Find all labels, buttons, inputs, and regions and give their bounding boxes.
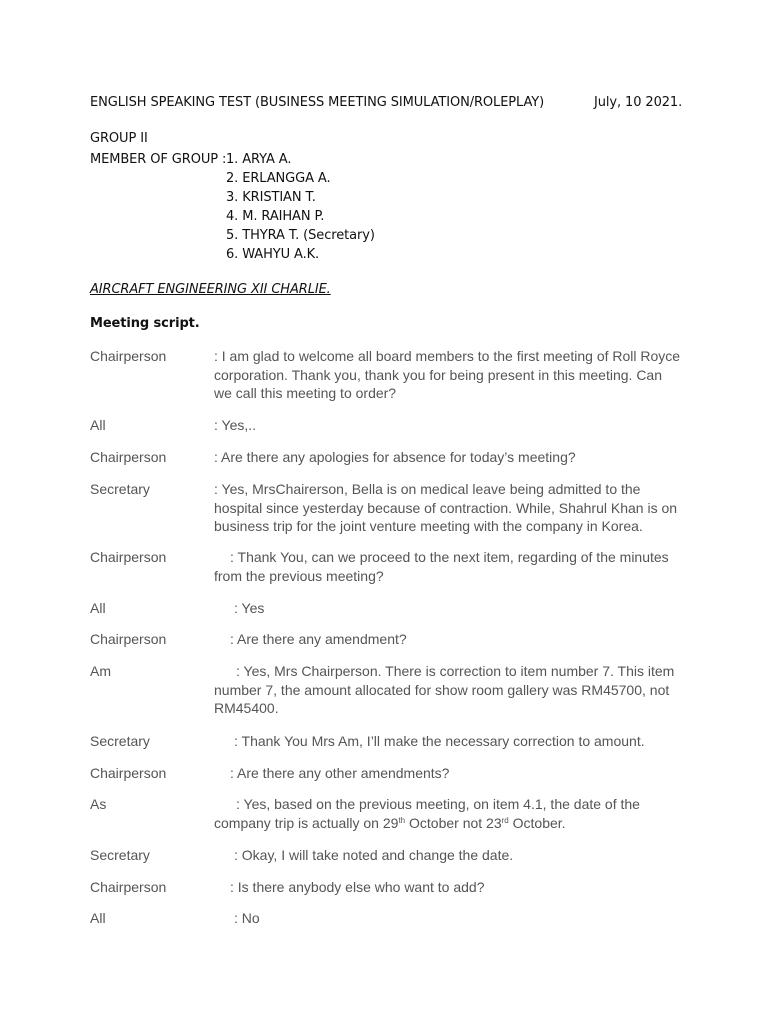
- speech-text: : Yes, based on the previous meeting, on item 4.1, the date of the company trip is actually on 29th October not 23rd October.: [214, 796, 640, 831]
- member-item: 5. THYRA T. (Secretary): [226, 228, 375, 243]
- speaker-name: All: [90, 417, 106, 433]
- speech-text: : Thank You Mrs Am, I’ll make the necessary correction to amount.: [234, 733, 645, 749]
- member-item: 3. KRISTIAN T.: [226, 190, 316, 205]
- speaker-name: Chairperson: [90, 765, 167, 781]
- speech-text: : I am glad to welcome all board members to the first meeting of Roll Royce corporation. Thank you, thank you for being present in this meeting. Can we call this meeting to order?: [214, 348, 681, 401]
- speaker-name: Secretary: [90, 847, 150, 863]
- speech-text: : Yes: [234, 600, 265, 616]
- class-name: AIRCRAFT ENGINEERING XII CHARLIE.: [90, 282, 331, 297]
- speaker-name: Chairperson: [90, 348, 167, 364]
- members-label: MEMBER OF GROUP :: [90, 152, 227, 167]
- speech-text: : Are there any amendment?: [230, 631, 407, 647]
- member-item: 1. ARYA A.: [226, 152, 292, 167]
- speaker-name: As: [90, 796, 107, 812]
- speech-text: : Yes, MrsChairerson, Bella is on medical leave being admitted to the hospital since yesterday because of contraction. While, Shahrul Khan is on business trip for the joint venture meeting with the company in Korea.: [214, 481, 678, 534]
- speech-text: : Are there any apologies for absence for today’s meeting?: [214, 449, 576, 465]
- speaker-name: Secretary: [90, 481, 150, 497]
- speech-text: : Are there any other amendments?: [230, 765, 450, 781]
- speaker-name: Chairperson: [90, 549, 167, 565]
- script-heading: Meeting script.: [90, 316, 200, 331]
- speaker-name: Am: [90, 663, 111, 679]
- speaker-name: Secretary: [90, 733, 150, 749]
- speech-text: : Thank You, can we proceed to the next item, regarding of the minutes from the previous meeting?: [214, 549, 669, 584]
- speaker-name: Chairperson: [90, 449, 167, 465]
- member-item: 6. WAHYU A.K.: [226, 247, 320, 262]
- speech-text: : Yes,..: [214, 417, 257, 433]
- speech-text: : Yes, Mrs Chairperson. There is correction to item number 7. This item number 7, the amount allocated for show room gallery was RM45700, not RM45400.: [214, 663, 675, 716]
- group-name: GROUP II: [90, 131, 148, 146]
- speaker-name: All: [90, 910, 106, 926]
- speech-text: : Okay, I will take noted and change the date.: [234, 847, 514, 863]
- document-date: July, 10 2021.: [594, 95, 683, 110]
- member-item: 4. M. RAIHAN P.: [226, 209, 325, 224]
- speaker-name: All: [90, 600, 106, 616]
- speaker-name: Chairperson: [90, 879, 167, 895]
- document-title: ENGLISH SPEAKING TEST (BUSINESS MEETING SIMULATION/ROLEPLAY): [90, 95, 545, 110]
- speaker-name: Chairperson: [90, 631, 167, 647]
- member-item: 2. ERLANGGA A.: [226, 171, 331, 186]
- speech-text: : Is there anybody else who want to add?: [230, 879, 485, 895]
- speech-text: : No: [234, 910, 260, 926]
